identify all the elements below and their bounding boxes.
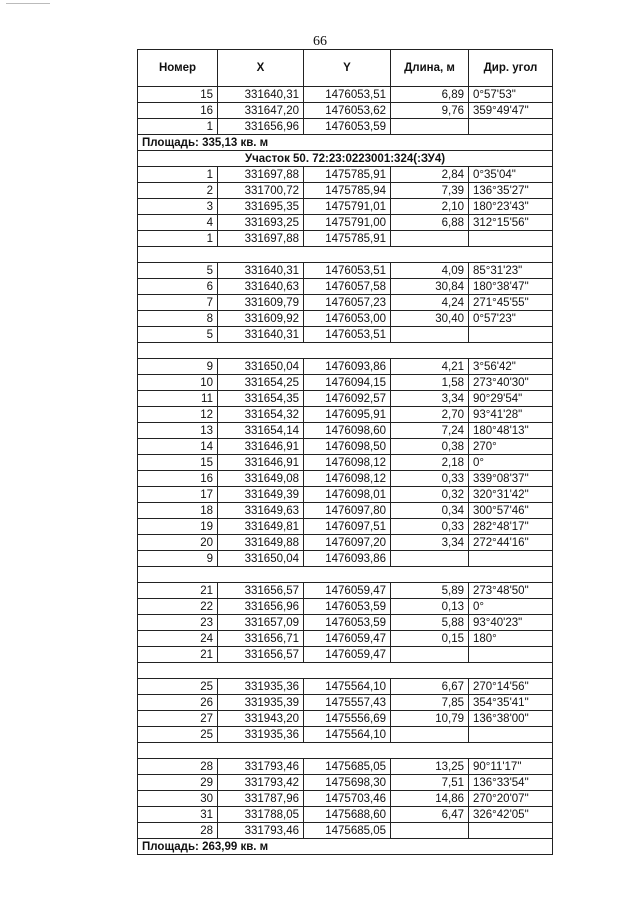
y-coordinate-cell: 1475564,10	[304, 679, 391, 695]
x-coordinate-cell: 331700,72	[218, 183, 304, 199]
length-cell: 2,70	[391, 407, 469, 423]
header-number: Номер	[138, 50, 218, 87]
angle-cell: 354°35'41"	[469, 695, 553, 711]
angle-cell	[469, 727, 553, 743]
angle-cell: 0°	[469, 455, 553, 471]
length-cell: 0,34	[391, 503, 469, 519]
section-title: Участок 50. 72:23:0223001:324(:ЗУ4)	[138, 151, 553, 167]
y-coordinate-cell: 1475785,94	[304, 183, 391, 199]
length-cell: 3,34	[391, 535, 469, 551]
table-row	[138, 231, 553, 247]
y-coordinate-cell: 1476053,62	[304, 103, 391, 119]
table-row	[138, 423, 553, 439]
y-coordinate-cell: 1476097,51	[304, 519, 391, 535]
point-number-cell: 3	[138, 199, 218, 215]
point-number-cell: 12	[138, 407, 218, 423]
angle-cell	[469, 119, 553, 135]
table-row	[138, 759, 553, 775]
angle-cell: 312°15'56"	[469, 215, 553, 231]
table-row	[138, 391, 553, 407]
angle-cell	[469, 647, 553, 663]
x-coordinate-cell: 331697,88	[218, 167, 304, 183]
point-number-cell: 20	[138, 535, 218, 551]
angle-cell: 180°23'43"	[469, 199, 553, 215]
angle-cell: 272°44'16"	[469, 535, 553, 551]
y-coordinate-cell: 1476053,51	[304, 87, 391, 103]
length-cell: 2,10	[391, 199, 469, 215]
length-cell: 0,32	[391, 487, 469, 503]
x-coordinate-cell: 331609,79	[218, 295, 304, 311]
angle-cell: 271°45'55"	[469, 295, 553, 311]
angle-cell: 270°	[469, 439, 553, 455]
table-row	[138, 359, 553, 375]
x-coordinate-cell: 331793,42	[218, 775, 304, 791]
area-row	[138, 135, 553, 151]
x-coordinate-cell: 331654,14	[218, 423, 304, 439]
length-cell	[391, 647, 469, 663]
point-number-cell: 14	[138, 439, 218, 455]
length-cell: 6,47	[391, 807, 469, 823]
point-number-cell: 9	[138, 551, 218, 567]
angle-cell	[469, 327, 553, 343]
x-coordinate-cell: 331656,71	[218, 631, 304, 647]
table-row	[138, 791, 553, 807]
length-cell: 13,25	[391, 759, 469, 775]
table-row	[138, 311, 553, 327]
length-cell: 2,84	[391, 167, 469, 183]
y-coordinate-cell: 1475685,05	[304, 823, 391, 839]
table-row	[138, 487, 553, 503]
y-coordinate-cell: 1476092,57	[304, 391, 391, 407]
point-number-cell: 16	[138, 103, 218, 119]
y-coordinate-cell: 1476098,01	[304, 487, 391, 503]
x-coordinate-cell: 331693,25	[218, 215, 304, 231]
table-row	[138, 279, 553, 295]
y-coordinate-cell: 1476053,59	[304, 599, 391, 615]
angle-cell: 359°49'47"	[469, 103, 553, 119]
point-number-cell: 6	[138, 279, 218, 295]
x-coordinate-cell: 331697,88	[218, 231, 304, 247]
length-cell: 5,88	[391, 615, 469, 631]
length-cell: 30,84	[391, 279, 469, 295]
point-number-cell: 16	[138, 471, 218, 487]
blank-separator-row	[138, 247, 553, 263]
x-coordinate-cell: 331640,31	[218, 327, 304, 343]
x-coordinate-cell: 331654,35	[218, 391, 304, 407]
blank-separator-row	[138, 663, 553, 679]
y-coordinate-cell: 1475688,60	[304, 807, 391, 823]
table-row	[138, 679, 553, 695]
angle-cell: 3°56'42"	[469, 359, 553, 375]
section-title-row	[138, 151, 553, 167]
y-coordinate-cell: 1476053,51	[304, 263, 391, 279]
table-row	[138, 631, 553, 647]
area-text: Площадь: 335,13 кв. м	[138, 135, 553, 151]
y-coordinate-cell: 1475685,05	[304, 759, 391, 775]
y-coordinate-cell: 1476094,15	[304, 375, 391, 391]
x-coordinate-cell: 331657,09	[218, 615, 304, 631]
y-coordinate-cell: 1476098,12	[304, 455, 391, 471]
table-row	[138, 167, 553, 183]
blank-cell	[138, 663, 553, 679]
page-number: 66	[313, 34, 327, 49]
length-cell: 1,58	[391, 375, 469, 391]
point-number-cell: 2	[138, 183, 218, 199]
angle-cell	[469, 551, 553, 567]
y-coordinate-cell: 1476057,58	[304, 279, 391, 295]
table-row	[138, 103, 553, 119]
point-number-cell: 27	[138, 711, 218, 727]
y-coordinate-cell: 1476053,59	[304, 615, 391, 631]
blank-separator-row	[138, 567, 553, 583]
y-coordinate-cell: 1475785,91	[304, 231, 391, 247]
x-coordinate-cell: 331787,96	[218, 791, 304, 807]
angle-cell: 90°29'54"	[469, 391, 553, 407]
y-coordinate-cell: 1475557,43	[304, 695, 391, 711]
angle-cell: 136°33'54"	[469, 775, 553, 791]
y-coordinate-cell: 1475785,91	[304, 167, 391, 183]
table-row	[138, 727, 553, 743]
y-coordinate-cell: 1476098,60	[304, 423, 391, 439]
length-cell: 4,21	[391, 359, 469, 375]
x-coordinate-cell: 331656,96	[218, 599, 304, 615]
angle-cell: 320°31'42"	[469, 487, 553, 503]
point-number-cell: 30	[138, 791, 218, 807]
table-row	[138, 471, 553, 487]
header-y: Y	[304, 50, 391, 87]
length-cell: 7,51	[391, 775, 469, 791]
angle-cell: 180°	[469, 631, 553, 647]
length-cell: 0,13	[391, 599, 469, 615]
y-coordinate-cell: 1476057,23	[304, 295, 391, 311]
angle-cell: 0°57'23"	[469, 311, 553, 327]
x-coordinate-cell: 331640,31	[218, 87, 304, 103]
table-row	[138, 519, 553, 535]
blank-separator-row	[138, 743, 553, 759]
y-coordinate-cell: 1475791,00	[304, 215, 391, 231]
length-cell: 14,86	[391, 791, 469, 807]
length-cell: 7,85	[391, 695, 469, 711]
x-coordinate-cell: 331943,20	[218, 711, 304, 727]
table-row	[138, 263, 553, 279]
x-coordinate-cell: 331650,04	[218, 359, 304, 375]
y-coordinate-cell: 1476097,20	[304, 535, 391, 551]
scan-edge-line	[6, 3, 50, 4]
table-row	[138, 615, 553, 631]
x-coordinate-cell: 331654,25	[218, 375, 304, 391]
point-number-cell: 31	[138, 807, 218, 823]
point-number-cell: 28	[138, 759, 218, 775]
length-cell: 6,89	[391, 87, 469, 103]
y-coordinate-cell: 1476093,86	[304, 359, 391, 375]
table-row	[138, 407, 553, 423]
x-coordinate-cell: 331793,46	[218, 823, 304, 839]
x-coordinate-cell: 331649,08	[218, 471, 304, 487]
blank-separator-row	[138, 343, 553, 359]
point-number-cell: 19	[138, 519, 218, 535]
length-cell: 10,79	[391, 711, 469, 727]
length-cell: 3,34	[391, 391, 469, 407]
table-row	[138, 87, 553, 103]
y-coordinate-cell: 1476059,47	[304, 583, 391, 599]
x-coordinate-cell: 331935,36	[218, 727, 304, 743]
area-text: Площадь: 263,99 кв. м	[138, 839, 553, 855]
y-coordinate-cell: 1475791,01	[304, 199, 391, 215]
table-row	[138, 551, 553, 567]
point-number-cell: 1	[138, 231, 218, 247]
header-angle: Дир. угол	[469, 50, 553, 87]
x-coordinate-cell: 331656,57	[218, 583, 304, 599]
point-number-cell: 5	[138, 263, 218, 279]
length-cell: 0,33	[391, 519, 469, 535]
table-row	[138, 215, 553, 231]
length-cell: 0,15	[391, 631, 469, 647]
angle-cell	[469, 231, 553, 247]
angle-cell	[469, 823, 553, 839]
y-coordinate-cell: 1476053,00	[304, 311, 391, 327]
table-row	[138, 695, 553, 711]
y-coordinate-cell: 1476059,47	[304, 631, 391, 647]
coordinates-table	[137, 49, 553, 855]
length-cell	[391, 327, 469, 343]
x-coordinate-cell: 331654,32	[218, 407, 304, 423]
x-coordinate-cell: 331793,46	[218, 759, 304, 775]
point-number-cell: 4	[138, 215, 218, 231]
length-cell: 7,24	[391, 423, 469, 439]
y-coordinate-cell: 1476053,51	[304, 327, 391, 343]
point-number-cell: 13	[138, 423, 218, 439]
blank-cell	[138, 247, 553, 263]
y-coordinate-cell: 1476098,50	[304, 439, 391, 455]
x-coordinate-cell: 331788,05	[218, 807, 304, 823]
header-length: Длина, м	[391, 50, 469, 87]
length-cell: 9,76	[391, 103, 469, 119]
angle-cell: 136°35'27"	[469, 183, 553, 199]
table-row	[138, 535, 553, 551]
angle-cell: 180°48'13"	[469, 423, 553, 439]
point-number-cell: 24	[138, 631, 218, 647]
table-row	[138, 775, 553, 791]
table-row	[138, 295, 553, 311]
x-coordinate-cell: 331935,36	[218, 679, 304, 695]
angle-cell: 273°48'50"	[469, 583, 553, 599]
angle-cell: 270°14'56"	[469, 679, 553, 695]
length-cell: 6,67	[391, 679, 469, 695]
blank-cell	[138, 743, 553, 759]
table-row	[138, 327, 553, 343]
point-number-cell: 9	[138, 359, 218, 375]
y-coordinate-cell: 1476095,91	[304, 407, 391, 423]
angle-cell: 180°38'47"	[469, 279, 553, 295]
angle-cell: 90°11'17"	[469, 759, 553, 775]
header-x: X	[218, 50, 304, 87]
table-row	[138, 823, 553, 839]
x-coordinate-cell: 331609,92	[218, 311, 304, 327]
angle-cell: 85°31'23"	[469, 263, 553, 279]
x-coordinate-cell: 331647,20	[218, 103, 304, 119]
x-coordinate-cell: 331649,81	[218, 519, 304, 535]
y-coordinate-cell: 1475556,69	[304, 711, 391, 727]
x-coordinate-cell: 331935,39	[218, 695, 304, 711]
length-cell	[391, 727, 469, 743]
angle-cell: 270°20'07"	[469, 791, 553, 807]
point-number-cell: 8	[138, 311, 218, 327]
table-row	[138, 199, 553, 215]
x-coordinate-cell: 331649,63	[218, 503, 304, 519]
length-cell: 0,33	[391, 471, 469, 487]
angle-cell: 136°38'00"	[469, 711, 553, 727]
length-cell	[391, 231, 469, 247]
table-row	[138, 711, 553, 727]
x-coordinate-cell: 331695,35	[218, 199, 304, 215]
point-number-cell: 29	[138, 775, 218, 791]
y-coordinate-cell: 1476098,12	[304, 471, 391, 487]
point-number-cell: 18	[138, 503, 218, 519]
table-row	[138, 375, 553, 391]
length-cell: 0,38	[391, 439, 469, 455]
y-coordinate-cell: 1475564,10	[304, 727, 391, 743]
angle-cell: 282°48'17"	[469, 519, 553, 535]
blank-cell	[138, 343, 553, 359]
y-coordinate-cell: 1475698,30	[304, 775, 391, 791]
table-row	[138, 807, 553, 823]
length-cell	[391, 551, 469, 567]
angle-cell: 0°57'53"	[469, 87, 553, 103]
point-number-cell: 11	[138, 391, 218, 407]
table-row	[138, 503, 553, 519]
area-row	[138, 839, 553, 855]
point-number-cell: 25	[138, 679, 218, 695]
table-body	[138, 87, 553, 855]
length-cell	[391, 823, 469, 839]
angle-cell: 326°42'05"	[469, 807, 553, 823]
point-number-cell: 21	[138, 583, 218, 599]
angle-cell: 339°08'37"	[469, 471, 553, 487]
point-number-cell: 23	[138, 615, 218, 631]
point-number-cell: 10	[138, 375, 218, 391]
angle-cell: 273°40'30"	[469, 375, 553, 391]
length-cell: 6,88	[391, 215, 469, 231]
angle-cell: 0°	[469, 599, 553, 615]
point-number-cell: 15	[138, 455, 218, 471]
y-coordinate-cell: 1475703,46	[304, 791, 391, 807]
table-row	[138, 455, 553, 471]
angle-cell: 93°40'23"	[469, 615, 553, 631]
y-coordinate-cell: 1476059,47	[304, 647, 391, 663]
length-cell: 5,89	[391, 583, 469, 599]
x-coordinate-cell: 331650,04	[218, 551, 304, 567]
x-coordinate-cell: 331656,96	[218, 119, 304, 135]
blank-cell	[138, 567, 553, 583]
length-cell: 2,18	[391, 455, 469, 471]
x-coordinate-cell: 331640,31	[218, 263, 304, 279]
x-coordinate-cell: 331649,39	[218, 487, 304, 503]
point-number-cell: 25	[138, 727, 218, 743]
x-coordinate-cell: 331640,63	[218, 279, 304, 295]
table-row	[138, 599, 553, 615]
point-number-cell: 22	[138, 599, 218, 615]
length-cell	[391, 119, 469, 135]
point-number-cell: 1	[138, 119, 218, 135]
x-coordinate-cell: 331656,57	[218, 647, 304, 663]
point-number-cell: 26	[138, 695, 218, 711]
length-cell: 4,09	[391, 263, 469, 279]
table-row	[138, 119, 553, 135]
table-row	[138, 647, 553, 663]
length-cell: 7,39	[391, 183, 469, 199]
y-coordinate-cell: 1476053,59	[304, 119, 391, 135]
point-number-cell: 5	[138, 327, 218, 343]
angle-cell: 93°41'28"	[469, 407, 553, 423]
angle-cell: 0°35'04"	[469, 167, 553, 183]
x-coordinate-cell: 331649,88	[218, 535, 304, 551]
table-row	[138, 583, 553, 599]
y-coordinate-cell: 1476093,86	[304, 551, 391, 567]
length-cell: 4,24	[391, 295, 469, 311]
angle-cell: 300°57'46"	[469, 503, 553, 519]
y-coordinate-cell: 1476097,80	[304, 503, 391, 519]
x-coordinate-cell: 331646,91	[218, 439, 304, 455]
point-number-cell: 28	[138, 823, 218, 839]
table-header-row	[138, 50, 553, 87]
table-row	[138, 183, 553, 199]
point-number-cell: 17	[138, 487, 218, 503]
length-cell: 30,40	[391, 311, 469, 327]
point-number-cell: 21	[138, 647, 218, 663]
table-row	[138, 439, 553, 455]
point-number-cell: 1	[138, 167, 218, 183]
point-number-cell: 7	[138, 295, 218, 311]
point-number-cell: 15	[138, 87, 218, 103]
x-coordinate-cell: 331646,91	[218, 455, 304, 471]
